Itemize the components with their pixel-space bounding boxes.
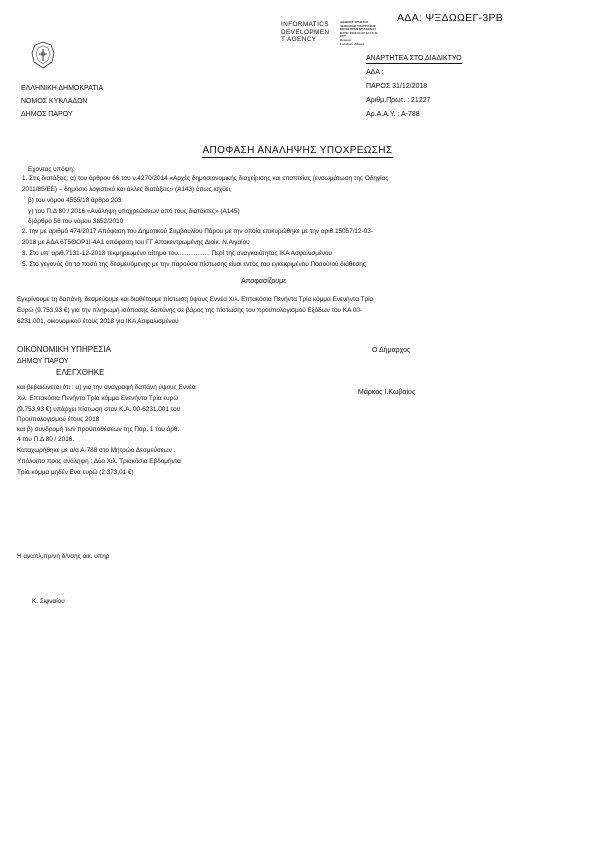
check-line: 4 του Π.Δ 80 / 2016. (17, 436, 75, 443)
consideration-line: 1. Στις διατάξεις: α) του άρθρου 66 του ν.4270/2014 «Αρχές δημοσιονομικής διαχείρισης και εποπτείας (ενσωμάτωση της Οδηγίας (22, 175, 389, 182)
ada-label: ΑΔΑ : (366, 69, 384, 76)
decision-line: Ευρώ (9.753,93 €) για την πληρωμή ισόποσης δαπάνης σε βάρος της πίστωσης του προϋπολογισμού Εξόδων του ΚΑ 00- (17, 307, 363, 314)
consideration-line: γ) του Π.Δ 80 / 2016 «Ανάληψη υποχρεώσεων από τους διατάκτες» (Α145) (28, 208, 240, 215)
check-line: Χιλ. Επτακόσια Πενήντα Τρία κόμμα Ενενήντα Τρία ευρώ (17, 395, 179, 402)
signature-line: DEVELOPMENT AGENCY (340, 27, 377, 32)
consideration-line: δ)άρθρο 58 του νόμου 3852/2010 (28, 218, 124, 225)
check-line: και β) συνδρομή των προϋποθέσεων της Παρ. 1 του άρθ. (17, 426, 180, 433)
check-line: Καταχωρήθηκε με α/α Α-788 στο Μητρώο Δεσμεύσεων . (17, 447, 176, 454)
document-title (0, 145, 595, 156)
header-line: ΕΛΛΗΝΙΚΗ ΔΗΜΟΚΡΑΤΙΑ (21, 85, 104, 92)
ada-code: ΑΔΑ: ΨΞΔΩΩΕΓ-3ΡΒ (397, 12, 504, 24)
signature-line: EET (340, 34, 346, 39)
consideration-line: 2. την με αριθμό 474/2017 Απόφαση του Δημοτικού Συμβουλίου Πάρου με την οποία επικυρώθηκε με την αριθ.15057/12-03- (22, 228, 373, 235)
signature-line: Reason: (340, 37, 352, 42)
check-line: Υπόλοιπο προς ανάληψη : Δύο Χιλ. Τριακόσια Εβδομήντα (17, 458, 181, 465)
document-title-text: ΑΠΟΦΑΣΗ ΑΝΑΛΗΨΗΣ ΥΠΟΧΡΕΩΣΗΣ (202, 145, 393, 156)
decision-line: Εγκρίνουμε τη δαπάνη, δεσμεύουμε και διαθέτουμε πίστωση ύψους Εννέα Χιλ. Επτακόσια Πενήντα Τρία κόμμα Ενενήντα Τρία (17, 296, 374, 303)
signature-details (340, 21, 378, 46)
consideration-line: 3. Στο υπ' αριθ.7131-12-2018 τεκμηριωμένο αίτημα του.................. Περί της αναγκαιότητας ΙΚΑ Ασφαλισμένου (22, 250, 333, 257)
mayor-label: Ο Δήμαρχος (372, 347, 411, 354)
financial-service-label: ΟΙΚΟΝΟΜΙΚΗ ΥΠΗΡΕΣΙΑ (17, 345, 111, 354)
ida-logo-line: INFORMATICS (281, 21, 329, 28)
header-line: ΔΗΜΟΣ ΠΑΡΟΥ (21, 111, 73, 118)
decide-heading: Αποφασίζουμε (241, 278, 287, 285)
ida-logo (281, 21, 329, 44)
signer-name: Κ. Σιφναίου (32, 598, 65, 605)
signature-line: DATE: 2019.01.03 12:17:31 (340, 30, 378, 35)
consideration-line: 5. Στο γεγονός ότι το ποσό της δεσμευόμενης με την παρούσα πίστωσης είναι εντός του εγκεκριμένου Ποσού/ού διάθεσης (22, 261, 366, 268)
check-line: Τρία κόμμα μηδέν Ενα ευρώ (2.373,01 €) (17, 469, 134, 476)
consideration-line: β) του νόμου 4555/18 άρθρο 203 (28, 197, 122, 204)
ida-logo-line: T AGENCY (281, 36, 317, 44)
considering-heading: Εχοντας υπόψη: (28, 166, 75, 173)
mayor-name: Μάρκος Ι.Κωβαίος (358, 389, 416, 396)
upload-note: ΑΝΑΡΤΗΤΕΑ ΣΤΟ ΔΙΑΔΙΚΤΥΟ (366, 55, 462, 62)
check-line: (9.753,93 €) υπάρχει πίστωση στον Κ.Α. 00-6231.001 του (17, 406, 181, 413)
ida-logo-line: DEVELOPMEN (281, 28, 330, 36)
consideration-line: 2011/85/ΕΕ) – δημόσιο λογιστικό και άλλες διατάξεις» (Α143) όπως ισχύει, (22, 186, 232, 193)
check-line: Προϋπολογισμού έτους 2018 (17, 416, 100, 423)
aay-number: Αρ.Α.Α.Υ. : Α-788 (366, 111, 420, 118)
signature-line: ΨΗΦΙΑΚΗΣ ΥΠΟΓΡΑΦΗΣ (340, 23, 376, 28)
municipality-label: ΔΗΜΟΥ ΠΑΡΟΥ (17, 358, 69, 365)
check-line: και βεβαιώνεται ότι : α) για την αναγραφή δαπάνη ύψους Εννέα (17, 384, 196, 391)
signer-title: Η αναπλ.πρ/νη δ/νσης οικ. υπηρ (17, 553, 110, 560)
greek-state-seal-icon (30, 41, 56, 69)
signature-line: ΔΙΕΘΝΟΣ ΧΡΗΣΤΟΣ (340, 20, 369, 24)
date-line: ΠΑΡΟΣ 31/12/2018 (366, 83, 428, 90)
decision-line: 6231.001, οικονομικού έτους 2018 για ΙΚΑ Ασφαλισμένου (17, 318, 179, 325)
header-line: ΝΟΜΟΣ ΚΥΚΛΑΔΩΝ (21, 98, 88, 105)
protocol-number: Αριθμ.Πρωτ. : 21227 (366, 97, 431, 104)
consideration-line: 2018 με ΑΔΑ 6Τ5ΘΟΡ1Ι-4Α1 απόφαση του ΓΓ Αποκεντρωμένης Διοίκ. Ν.Αιγαίου (22, 239, 250, 246)
checked-heading: ΕΛΕΓΧΘΗΚΕ (56, 368, 105, 377)
signature-line: Location: Athens (340, 41, 365, 46)
